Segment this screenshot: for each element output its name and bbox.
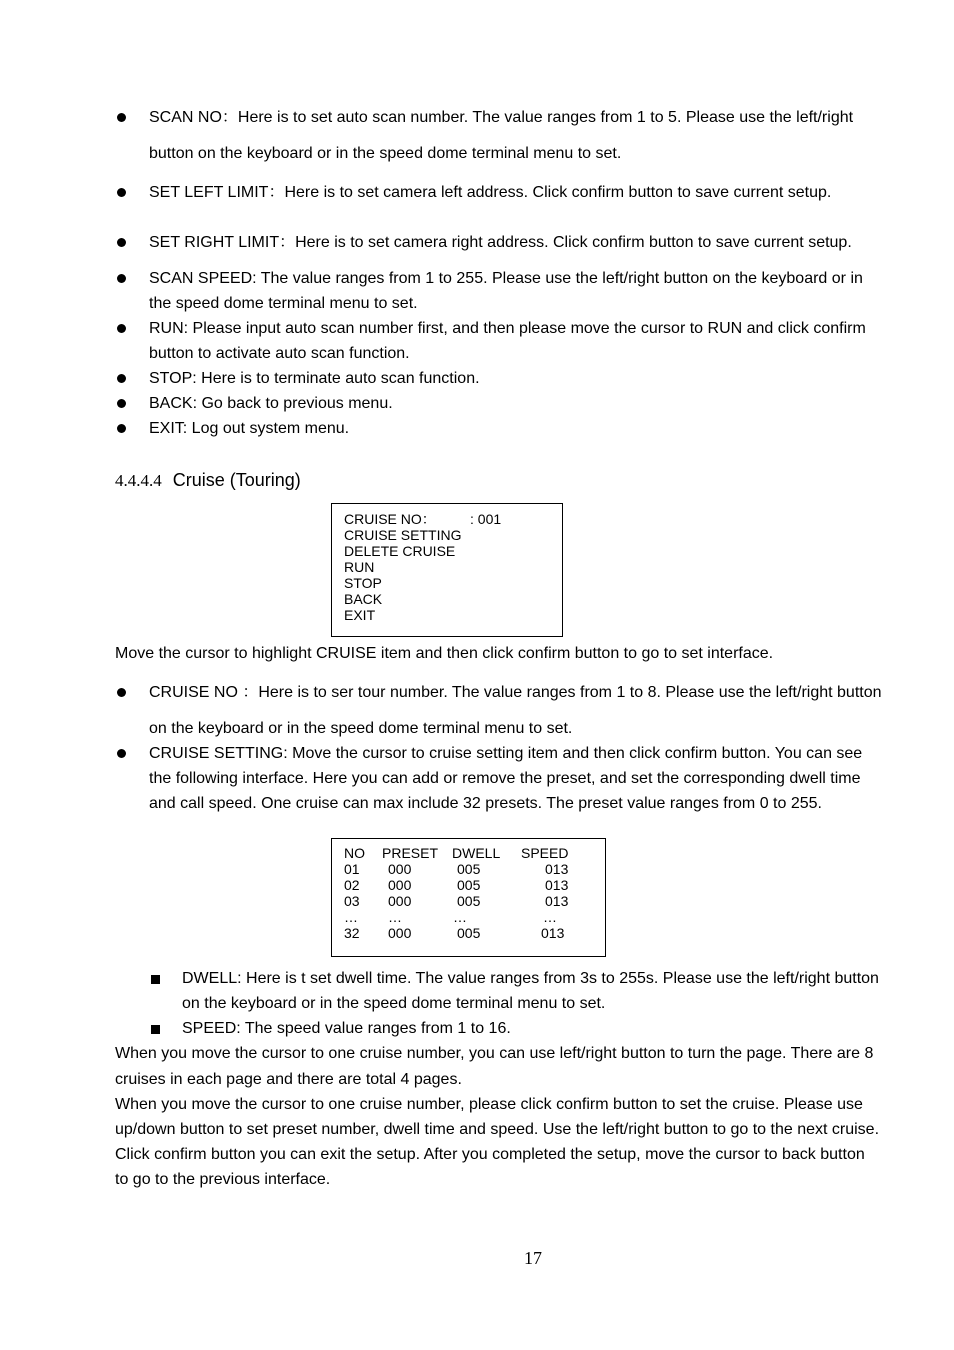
table-cell: 02 bbox=[344, 877, 360, 893]
bullet-icon bbox=[117, 399, 126, 408]
bullet-icon bbox=[117, 188, 126, 197]
table-cell: 03 bbox=[344, 893, 360, 909]
menu-item-delete-cruise: DELETE CRUISE bbox=[344, 543, 456, 559]
cruise-table-box bbox=[331, 838, 606, 957]
bullet-text: CRUISE SETTING: Move the cursor to cruise setting item and then click confirm button. You can see bbox=[149, 745, 863, 762]
bullet-icon bbox=[117, 688, 126, 697]
bullet-text: CRUISE NO ：Here is to ser tour number. The value ranges from 1 to 8. Please use the left/right button bbox=[149, 684, 882, 701]
bullet-text: STOP: Here is to terminate auto scan function. bbox=[149, 370, 480, 387]
menu-item-cruise-no: CRUISE NO： bbox=[344, 511, 436, 527]
table-cell: 013 bbox=[545, 861, 569, 877]
cruise-menu-box bbox=[331, 503, 563, 637]
paragraph-line: When you move the cursor to one cruise number, please click confirm button to set the cruise. Please use bbox=[115, 1096, 863, 1113]
table-cell: 000 bbox=[388, 925, 412, 941]
table-cell: 000 bbox=[388, 877, 412, 893]
bullet-text: SET LEFT LIMIT：Here is to set camera left address. Click confirm button to save current setup. bbox=[149, 184, 832, 201]
table-cell: … bbox=[388, 909, 402, 925]
menu-item-cruise-setting: CRUISE SETTING bbox=[344, 527, 462, 543]
table-cell: 000 bbox=[388, 893, 412, 909]
intro-text: Move the cursor to highlight CRUISE item and then click confirm button to go to set interface. bbox=[115, 645, 774, 662]
paragraph-line: to go to the previous interface. bbox=[115, 1171, 331, 1188]
section-title: Cruise (Touring) bbox=[172, 470, 301, 490]
bullet-icon bbox=[117, 374, 126, 383]
bullet-icon bbox=[117, 749, 126, 758]
table-cell: 005 bbox=[457, 877, 481, 893]
section-number: 4.4.4.4 bbox=[115, 471, 162, 490]
table-header-speed: SPEED bbox=[521, 845, 569, 861]
table-cell: 005 bbox=[457, 861, 481, 877]
bullet-text: and call speed. One cruise can max include 32 presets. The preset value ranges from 0 to 255. bbox=[149, 795, 822, 812]
table-cell: 000 bbox=[388, 861, 412, 877]
sub-bullet-text: on the keyboard or in the speed dome terminal menu to set. bbox=[182, 995, 606, 1012]
table-cell: 01 bbox=[344, 861, 360, 877]
square-bullet-icon bbox=[151, 975, 160, 984]
bullet-text: button to activate auto scan function. bbox=[149, 345, 410, 362]
table-cell: 013 bbox=[545, 893, 569, 909]
table-cell: 005 bbox=[457, 893, 481, 909]
bullet-icon bbox=[117, 113, 126, 122]
paragraph-line: up/down button to set preset number, dwell time and speed. Use the left/right button to go to the next cruise. bbox=[115, 1121, 880, 1138]
sub-bullet-text: DWELL: Here is t set dwell time. The value ranges from 3s to 255s. Please use the left/right button bbox=[182, 970, 879, 987]
table-header-no: NO bbox=[344, 845, 365, 861]
table-cell: 013 bbox=[545, 877, 569, 893]
bullet-text: SCAN SPEED: The value ranges from 1 to 255. Please use the left/right button on the keyboard or in bbox=[149, 270, 863, 287]
menu-item-cruise-no-value: : 001 bbox=[470, 511, 502, 527]
square-bullet-icon bbox=[151, 1025, 160, 1034]
table-cell: 32 bbox=[344, 925, 360, 941]
menu-item-back: BACK bbox=[344, 591, 383, 607]
menu-item-exit: EXIT bbox=[344, 607, 376, 623]
bullet-icon bbox=[117, 324, 126, 333]
table-header-dwell: DWELL bbox=[452, 845, 501, 861]
table-cell: 013 bbox=[541, 925, 565, 941]
paragraph-line: cruises in each page and there are total 4 pages. bbox=[115, 1071, 462, 1088]
table-cell: … bbox=[344, 909, 358, 925]
bullet-text: on the keyboard or in the speed dome terminal menu to set. bbox=[149, 720, 573, 737]
bullet-text: EXIT: Log out system menu. bbox=[149, 420, 350, 437]
table-cell: … bbox=[453, 909, 467, 925]
bullet-text: the speed dome terminal menu to set. bbox=[149, 295, 418, 312]
table-cell: … bbox=[543, 909, 557, 925]
bullet-icon bbox=[117, 238, 126, 247]
bullet-text: SET RIGHT LIMIT：Here is to set camera right address. Click confirm button to save current setup. bbox=[149, 234, 852, 251]
bullet-icon bbox=[117, 424, 126, 433]
paragraph-line: When you move the cursor to one cruise number, you can use left/right button to turn the page. There are 8 bbox=[115, 1045, 874, 1062]
bullet-icon bbox=[117, 274, 126, 283]
paragraph-line: Click confirm button you can exit the setup. After you completed the setup, move the cursor to back button bbox=[115, 1146, 865, 1163]
bullet-text: SCAN NO：Here is to set auto scan number. The value ranges from 1 to 5. Please use the left/right bbox=[149, 109, 854, 126]
sub-bullet-text: SPEED: The speed value ranges from 1 to 16. bbox=[182, 1020, 511, 1037]
menu-item-run: RUN bbox=[344, 559, 375, 575]
menu-item-stop: STOP bbox=[344, 575, 382, 591]
bullet-text: the following interface. Here you can add or remove the preset, and set the corresponding dwell time bbox=[149, 770, 861, 787]
section-heading bbox=[115, 469, 301, 492]
bullet-text: BACK: Go back to previous menu. bbox=[149, 395, 393, 412]
bullet-text: button on the keyboard or in the speed dome terminal menu to set. bbox=[149, 145, 622, 162]
page-number: 17 bbox=[524, 1248, 542, 1268]
table-cell: 005 bbox=[457, 925, 481, 941]
bullet-text: RUN: Please input auto scan number first, and then please move the cursor to RUN and click confirm bbox=[149, 320, 866, 337]
table-header-preset: PRESET bbox=[382, 845, 439, 861]
